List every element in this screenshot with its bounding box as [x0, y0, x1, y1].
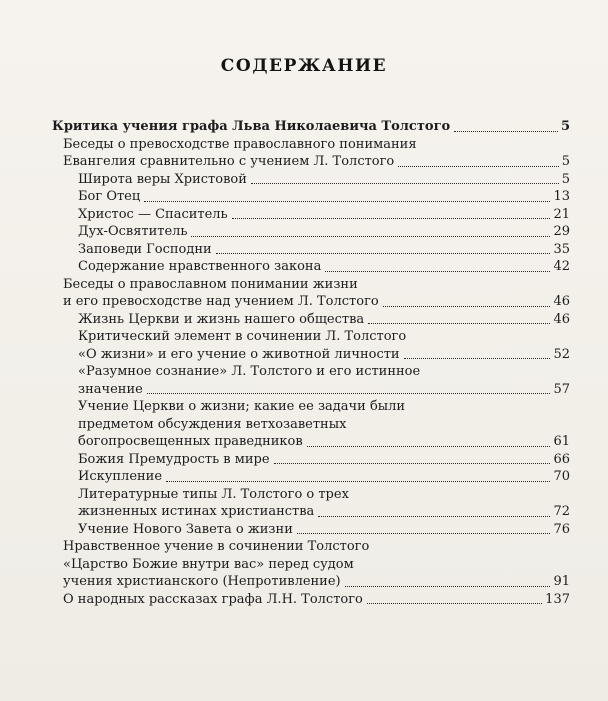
toc-page-number: 5 [561, 154, 570, 169]
toc-entry-title-line: «Царство Божие внутри вас» перед судом [63, 556, 354, 572]
toc-page-number: 21 [553, 206, 570, 222]
toc-entry-last-line [63, 293, 570, 311]
toc-page-number: 13 [553, 189, 570, 204]
toc-entry-last-line [78, 381, 570, 399]
toc-entry [52, 276, 570, 311]
toc-entry-title: Искупление [78, 469, 163, 484]
dot-leader [307, 446, 551, 447]
page-title: СОДЕРЖАНИЕ [220, 56, 388, 76]
dot-leader [216, 253, 551, 254]
toc-entry-title-line: «О жизни» и его учение о животной личности [78, 346, 400, 362]
toc-page-number: 42 [553, 259, 570, 274]
toc-entry-title-line: предметом обсуждения ветхозаветных [78, 416, 347, 432]
toc-entry [52, 241, 570, 259]
toc-page-number: 57 [553, 381, 570, 397]
toc-page-number: 61 [553, 434, 570, 449]
dot-leader [404, 358, 551, 359]
toc-entry [52, 328, 570, 363]
toc-entry-title: Бог Отец [78, 189, 141, 204]
toc-entry-title: О народных рассказах графа Л.Н. Толстого [63, 591, 363, 607]
toc-entry-title-line: Нравственное учение в сочинении Толстого [63, 539, 370, 554]
toc-entry [52, 311, 570, 329]
dot-leader [251, 183, 559, 184]
toc-entry [52, 451, 570, 469]
toc-entry-last-line [63, 153, 570, 171]
toc-entry-title-line: учения христианского (Непротивление) [63, 574, 341, 589]
toc-page-number: 52 [553, 346, 570, 362]
toc-entry-title-line: Литературные типы Л. Толстого о трех [78, 486, 349, 502]
toc-entry [52, 206, 570, 224]
toc-entry [52, 521, 570, 539]
toc-entry-title-line: значение [78, 381, 143, 397]
dot-leader [318, 516, 550, 517]
toc-entry-last-line [63, 573, 570, 591]
toc-page-number: 5 [560, 119, 570, 134]
toc-page-number: 29 [553, 224, 570, 239]
toc-entry-title-line: «Разумное сознание» Л. Толстого и его истинное [78, 364, 421, 379]
dot-leader [232, 218, 551, 219]
toc-entry-title-line: Учение Церкви о жизни; какие ее задачи были [78, 399, 406, 414]
toc-entry-last-line [78, 433, 570, 451]
dot-leader [367, 603, 542, 604]
toc-page-number: 76 [553, 521, 570, 537]
toc-entry [52, 468, 570, 486]
toc-entry-title-line: богопросвещенных праведников [78, 434, 303, 449]
toc-entry-title: Учение Нового Завета о жизни [78, 521, 293, 537]
toc-entry-last-line [78, 346, 570, 364]
dot-leader [144, 201, 550, 202]
toc-page-number: 66 [553, 451, 570, 467]
toc-entry-title: Жизнь Церкви и жизнь нашего общества [78, 311, 365, 327]
toc-entry-title: Широта веры Христовой [78, 171, 247, 187]
dot-leader [368, 323, 550, 324]
dot-leader [345, 586, 551, 587]
toc-entry-title-line: Евангелия сравнительно с учением Л. Толстого [63, 154, 395, 169]
toc-entry [52, 258, 570, 276]
toc-entry-title: Божия Премудрость в мире [78, 451, 270, 467]
dot-leader [297, 533, 551, 534]
toc-entry-title-line: Беседы о православном понимании жизни [63, 276, 358, 292]
toc-entry-last-line [78, 503, 570, 521]
toc-entry [52, 398, 570, 451]
dot-leader [454, 131, 558, 132]
dot-leader [191, 236, 550, 237]
dot-leader [383, 306, 551, 307]
toc-entry [52, 223, 570, 241]
toc-entry-title: Содержание нравственного закона [78, 259, 322, 274]
toc-entry-title-line: Критический элемент в сочинении Л. Толстого [78, 329, 407, 344]
toc-entry [52, 538, 570, 591]
toc-entry [52, 136, 570, 171]
table-of-contents [52, 118, 570, 608]
toc-page-number: 70 [553, 469, 570, 484]
toc-entry-title-line: жизненных истинах христианства [78, 504, 315, 519]
toc-page-number: 5 [561, 171, 570, 187]
toc-page-number: 72 [553, 504, 570, 519]
toc-entry-title-line: и его превосходстве над учением Л. Толстого [63, 294, 379, 309]
toc-page-number: 46 [553, 294, 570, 309]
toc-entry-title: Заповеди Господни [78, 241, 212, 257]
toc-page-number: 91 [553, 574, 570, 589]
toc-entry [52, 486, 570, 521]
dot-leader [147, 393, 551, 394]
toc-entry-title-line: Беседы о превосходстве православного понимания [63, 136, 417, 152]
toc-entry-title: Христос — Спаситель [78, 206, 228, 222]
dot-leader [166, 481, 550, 482]
toc-entry [52, 591, 570, 609]
toc-page-number: 137 [545, 591, 570, 607]
toc-entry-title: Дух-Освятитель [78, 224, 188, 239]
toc-entry-title: Критика учения графа Льва Николаевича Толстого [52, 119, 451, 134]
toc-entry [52, 118, 570, 136]
toc-entry [52, 171, 570, 189]
dot-leader [325, 271, 550, 272]
toc-page-number: 35 [553, 241, 570, 257]
toc-entry [52, 363, 570, 398]
toc-entry [52, 188, 570, 206]
toc-page-number: 46 [553, 311, 570, 327]
dot-leader [274, 463, 551, 464]
dot-leader [398, 166, 558, 167]
